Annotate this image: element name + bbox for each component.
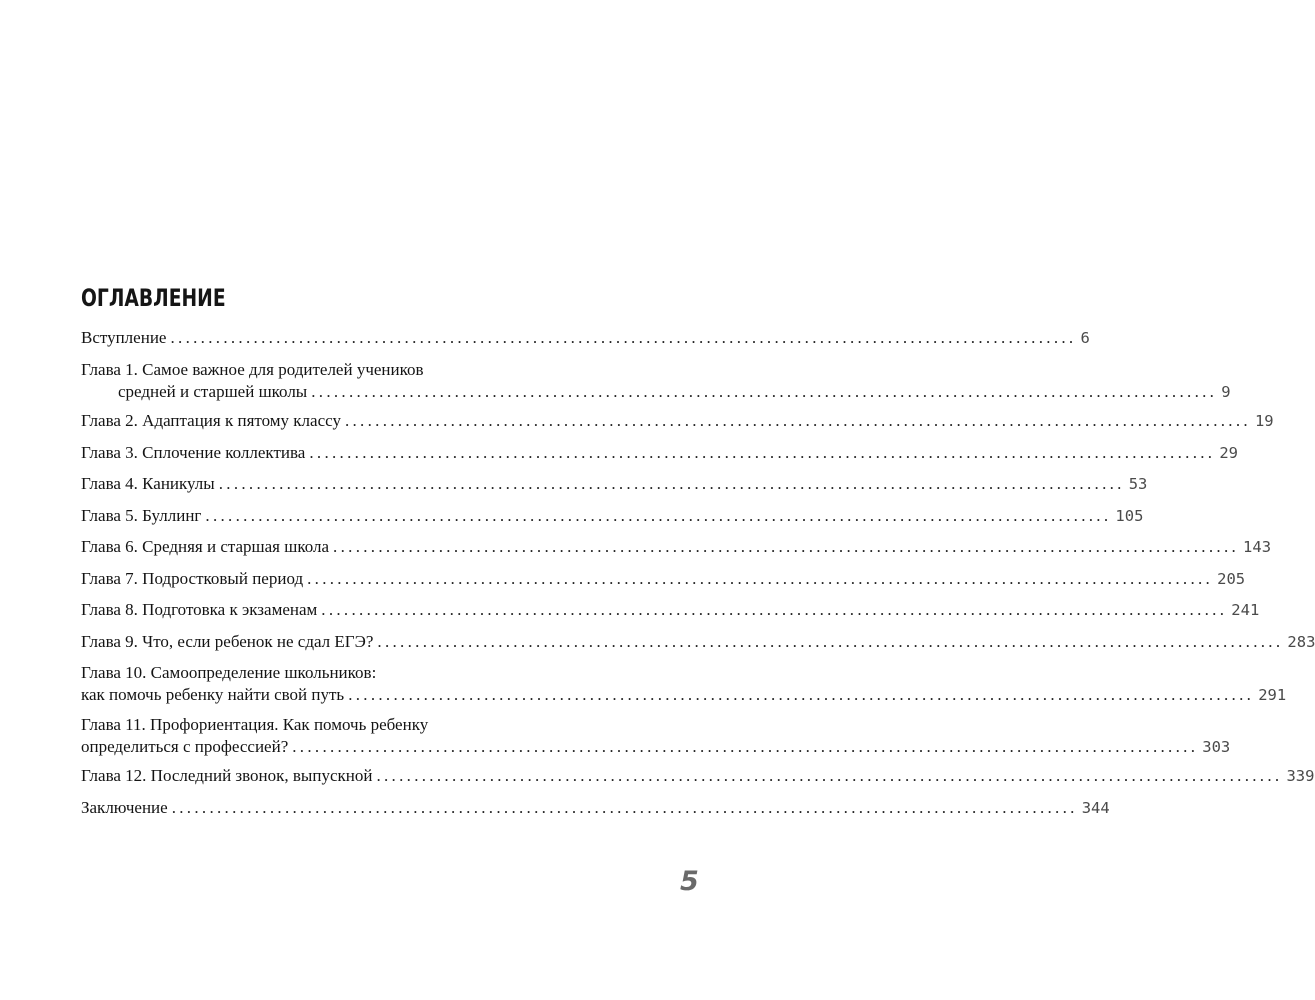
toc-entry-chapter-8[interactable]	[81, 599, 1260, 621]
toc-list	[81, 327, 1315, 828]
dot-leader: ........................................................................................................................	[376, 766, 1283, 785]
toc-entry-title: Глава 6. Средняя и старшая школа	[81, 537, 330, 556]
dot-leader: ........................................................................................................................	[377, 631, 1284, 651]
toc-entry-chapter-10[interactable]	[81, 662, 1287, 706]
toc-page-number: 105	[1115, 506, 1144, 525]
toc-page-number: 339	[1286, 767, 1315, 785]
toc-entry-title: Глава 9. Что, если ребенок не сдал ЕГЭ?	[81, 631, 374, 651]
toc-page-number: 53	[1128, 475, 1148, 493]
toc-entry-chapter-2[interactable]	[81, 410, 1274, 432]
toc-entry-chapter-9[interactable]	[81, 631, 1315, 653]
toc-entry-title: Глава 4. Каникулы	[81, 474, 215, 493]
toc-page-number: 283	[1287, 632, 1315, 651]
dot-leader: ........................................................................................................................	[307, 568, 1214, 588]
toc-page-number: 29	[1219, 443, 1239, 462]
dot-leader: ........................................................................................................................	[292, 736, 1199, 756]
dot-leader: ........................................................................................................................	[171, 797, 1078, 817]
toc-entry-title: Глава 5. Буллинг	[81, 505, 202, 525]
toc-entry-title-line1: Глава 11. Профориентация. Как помочь ребенку	[81, 714, 429, 734]
dot-leader: ........................................................................................................................	[218, 474, 1125, 493]
toc-page-number: 241	[1231, 601, 1260, 619]
toc-entry-title: Глава 3. Сплочение коллектива	[81, 442, 306, 462]
toc-entry-title: Глава 7. Подростковый период	[81, 568, 304, 588]
toc-entry-chapter-4[interactable]	[81, 473, 1148, 495]
dot-leader: ........................................................................................................................	[311, 381, 1218, 401]
toc-page-number: 344	[1081, 798, 1110, 817]
toc-entry-conclusion[interactable]	[81, 797, 1110, 819]
toc-entry-title: Вступление	[81, 328, 167, 347]
toc-page-number: 291	[1258, 686, 1287, 704]
toc-entry-chapter-12[interactable]	[81, 765, 1315, 787]
dot-leader: ........................................................................................................................	[321, 600, 1228, 619]
toc-page-number: 143	[1243, 538, 1272, 556]
toc-entry-title-line2: средней и старшей школы	[118, 381, 308, 401]
toc-entry-title: Глава 12. Последний звонок, выпускной	[81, 766, 373, 785]
toc-entry-title-line2: как помочь ребенку найти свой путь	[81, 685, 345, 704]
toc-page-number: 6	[1080, 329, 1090, 347]
toc-entry-chapter-7[interactable]	[81, 568, 1246, 590]
toc-entry-chapter-6[interactable]	[81, 536, 1272, 558]
toc-entry-chapter-1[interactable]	[81, 359, 1231, 403]
dot-leader: ........................................................................................................................	[333, 537, 1240, 556]
toc-entry-introduction[interactable]	[81, 327, 1090, 349]
toc-page-number: 19	[1254, 412, 1274, 430]
toc-entry-title: Глава 2. Адаптация к пятому классу	[81, 411, 341, 430]
dot-leader: ........................................................................................................................	[348, 685, 1255, 704]
toc-entry-title: Заключение	[81, 797, 168, 817]
dot-leader: ........................................................................................................................	[344, 411, 1251, 430]
toc-entry-chapter-11[interactable]	[81, 714, 1231, 758]
toc-page-number: 205	[1217, 569, 1246, 588]
toc-entry-chapter-5[interactable]	[81, 505, 1144, 527]
page-folio-number: 5	[680, 866, 699, 897]
toc-entry-title: Глава 8. Подготовка к экзаменам	[81, 600, 318, 619]
toc-entry-title-line2: определиться с профессией?	[81, 736, 289, 756]
dot-leader: ........................................................................................................................	[205, 505, 1112, 525]
toc-entry-chapter-3[interactable]	[81, 442, 1239, 464]
dot-leader: ........................................................................................................................	[309, 442, 1216, 462]
toc-entry-title-line1: Глава 1. Самое важное для родителей учеников	[81, 359, 424, 379]
toc-page-number: 9	[1221, 382, 1231, 401]
toc-page-number: 303	[1202, 737, 1231, 756]
toc-title: ОГЛАВЛЕНИЕ	[81, 284, 226, 312]
toc-entry-title-line1: Глава 10. Самоопределение школьников:	[81, 663, 377, 682]
dot-leader: ........................................................................................................................	[170, 328, 1077, 347]
